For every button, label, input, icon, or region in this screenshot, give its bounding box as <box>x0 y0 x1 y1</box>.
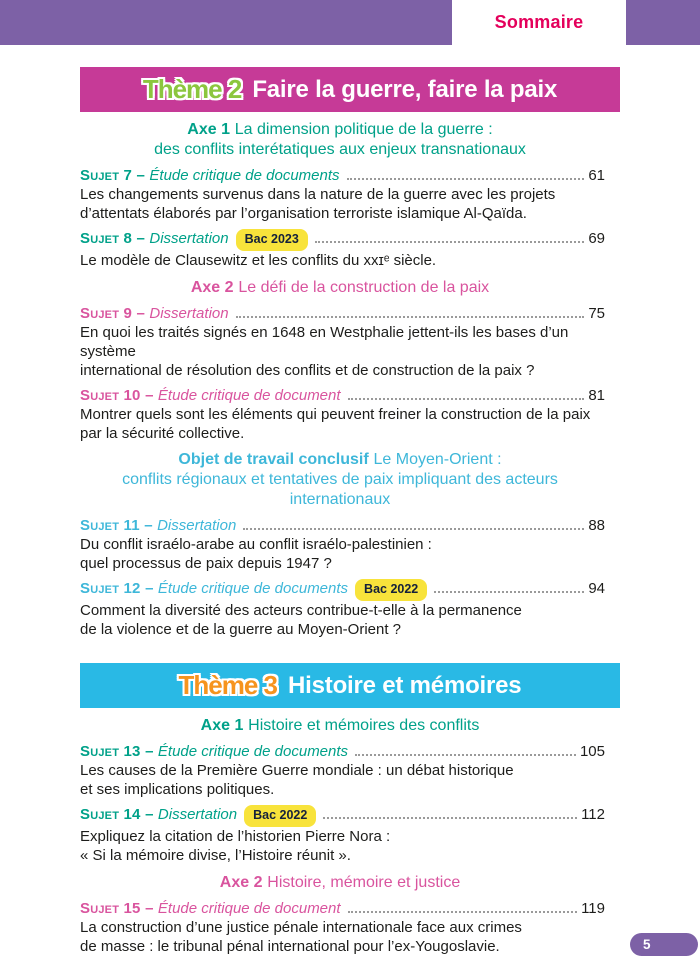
theme-3-title: Histoire et mémoires <box>288 671 522 699</box>
sommaire-tab <box>452 0 626 45</box>
axe-heading <box>80 873 600 893</box>
axe-title: Histoire, mémoire et justice <box>267 874 461 891</box>
axe-number: Axe 1 <box>187 121 230 138</box>
sujet-type: Dissertation <box>149 305 229 322</box>
axe-title: Le défi de la construction de la paix <box>238 279 490 296</box>
axe-number: Axe 2 <box>219 874 263 891</box>
sujet-label: Sujet 8 <box>80 230 133 247</box>
sujet-label: Sujet 15 <box>80 900 141 917</box>
sujet-dash: – <box>136 305 145 322</box>
page-number: 5 <box>643 937 651 952</box>
sujet-type: Étude critique de document <box>157 900 341 917</box>
objet-label: Objet de travail conclusif <box>178 451 369 468</box>
sujet-type: Étude critique de documents <box>157 580 349 597</box>
sujet-label: Sujet 12 <box>80 580 141 597</box>
axe-number: Axe 1 <box>200 717 244 734</box>
toc-entry-sujet-12 <box>80 579 620 639</box>
sujet-description: La construction d’une justice pénale internationale face aux crimes de masse : le tribunal pénal international pour l’ex-Yougoslavie. <box>80 919 522 955</box>
bac-badge: Bac 2022 <box>355 579 427 601</box>
sujet-dash: – <box>145 387 154 404</box>
sujet-row <box>80 579 620 601</box>
sujet-description: Comment la diversité des acteurs contribue-t-elle à la permanence de la violence et de la guerre au Moyen-Orient ? <box>80 602 522 638</box>
sujet-label: Sujet 14 <box>80 806 141 823</box>
sujet-dash: – <box>136 230 145 247</box>
toc-entry-sujet-8 <box>80 229 620 270</box>
sujet-type: Dissertation <box>149 230 229 247</box>
toc-content <box>80 45 620 956</box>
toc-entry-sujet-15 <box>80 899 620 956</box>
sujet-row <box>80 229 620 251</box>
sujet-dash: – <box>145 580 154 597</box>
theme-2-banner <box>80 67 620 112</box>
dotted-leader <box>348 911 578 913</box>
bac-badge: Bac 2022 <box>244 805 316 827</box>
sommaire-title: Sommaire <box>494 12 584 32</box>
page-number-pill <box>630 933 698 956</box>
page-ref: 75 <box>588 305 605 322</box>
theme-2-title: Faire la guerre, faire la paix <box>252 75 558 103</box>
sujet-type: Étude critique de documents <box>157 743 349 760</box>
sujet-description: Le modèle de Clausewitz et les conflits du xxɪᵉ siècle. <box>80 252 437 269</box>
sujet-row <box>80 899 620 918</box>
toc-entry-sujet-11 <box>80 516 620 573</box>
page-ref: 94 <box>588 580 605 597</box>
theme-2-label: Thème 2 <box>142 74 242 104</box>
page-ref: 88 <box>588 517 605 534</box>
sujet-row <box>80 304 620 323</box>
sujet-label: Sujet 9 <box>80 305 133 322</box>
sujet-dash: – <box>136 167 145 184</box>
sujet-dash: – <box>145 743 154 760</box>
objet-title: Le Moyen-Orient : <box>373 451 502 468</box>
toc-entry-sujet-9 <box>80 304 620 380</box>
sujet-dash: – <box>145 900 154 917</box>
sujet-label: Sujet 11 <box>80 517 140 534</box>
sujet-row <box>80 805 620 827</box>
sujet-description: Les causes de la Première Guerre mondiale : un débat historique et ses implications politiques. <box>80 762 514 798</box>
page-ref: 112 <box>581 806 605 823</box>
sujet-label: Sujet 13 <box>80 743 141 760</box>
sujet-description: En quoi les traités signés en 1648 en Westphalie jettent-ils les bases d’un système international de résolution des conflits et de construction de la paix ? <box>80 324 569 379</box>
toc-entry-sujet-13 <box>80 742 620 799</box>
toc-entry-sujet-10 <box>80 386 620 443</box>
axe-number: Axe 2 <box>190 279 234 296</box>
dotted-leader <box>315 241 585 243</box>
sujet-type: Dissertation <box>157 806 238 823</box>
sujet-label: Sujet 7 <box>80 167 133 184</box>
sujet-description: Du conflit israélo-arabe au conflit israélo-palestinien : quel processus de paix depuis 1947 ? <box>80 536 432 572</box>
sujet-type: Étude critique de document <box>157 387 341 404</box>
toc-entry-sujet-14 <box>80 805 620 865</box>
dotted-leader <box>434 591 584 593</box>
page-ref: 81 <box>588 387 605 404</box>
sujet-row <box>80 386 620 405</box>
dotted-leader <box>243 528 584 530</box>
page-ref: 105 <box>579 743 605 760</box>
toc-entry-sujet-7 <box>80 166 620 223</box>
sujet-description: Montrer quels sont les éléments qui peuvent freiner la construction de la paix par la sécurité collective. <box>80 406 591 442</box>
axe-heading <box>80 120 600 160</box>
sujet-description: Expliquez la citation de l’historien Pierre Nora : « Si la mémoire divise, l’Histoire réunit ». <box>80 828 391 864</box>
objet-title-line2: conflits régionaux et tentatives de paix impliquant des acteurs internationaux <box>122 471 558 508</box>
sujet-dash: – <box>145 806 154 823</box>
theme-3-banner <box>80 663 620 708</box>
axe-heading <box>80 278 600 298</box>
page-ref: 69 <box>588 230 605 247</box>
axe-title: La dimension politique de la guerre : <box>234 121 493 138</box>
bac-badge: Bac 2023 <box>236 229 308 251</box>
dotted-leader <box>323 817 577 819</box>
dotted-leader <box>355 754 576 756</box>
page-ref: 119 <box>581 900 605 917</box>
dotted-leader <box>348 398 585 400</box>
objet-conclusif-heading <box>80 450 600 510</box>
sujet-type: Dissertation <box>157 517 237 534</box>
dotted-leader <box>347 178 585 180</box>
axe-title-line2: des conflits interétatiques aux enjeux transnationaux <box>154 141 526 158</box>
sujet-type: Étude critique de documents <box>149 167 340 184</box>
sujet-row <box>80 742 620 761</box>
axe-title: Histoire et mémoires des conflits <box>248 717 480 734</box>
sujet-row <box>80 166 620 185</box>
sujet-dash: – <box>144 517 153 534</box>
dotted-leader <box>236 316 585 318</box>
sujet-description: Les changements survenus dans la nature de la guerre avec les projets d’attentats élaborés par l’organisation terroriste islamique Al-Qaïda. <box>80 186 556 222</box>
page-ref: 61 <box>588 167 605 184</box>
axe-heading <box>80 716 600 736</box>
theme-3-label: Thème 3 <box>178 670 278 700</box>
sujet-row <box>80 516 620 535</box>
sujet-label: Sujet 10 <box>80 387 141 404</box>
